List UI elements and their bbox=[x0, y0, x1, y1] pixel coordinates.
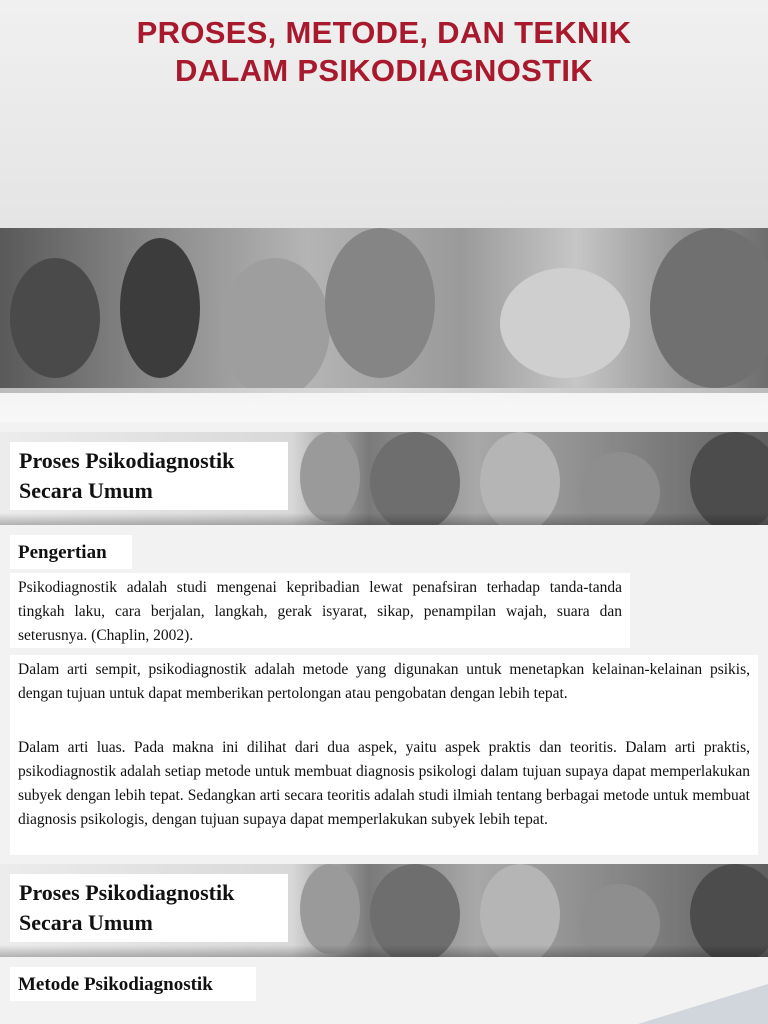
section-title-line-1: Proses Psikodiagnostik bbox=[19, 448, 235, 473]
photo-figure-woman bbox=[10, 258, 100, 378]
title-slide bbox=[0, 0, 768, 422]
family-photo-banner bbox=[0, 228, 768, 390]
corner-decoration bbox=[638, 984, 768, 1024]
section-title-2 bbox=[10, 874, 288, 942]
header-photo-man bbox=[690, 432, 768, 525]
banner-divider bbox=[0, 388, 768, 393]
section-header-band-2 bbox=[0, 864, 768, 957]
header-photo-father bbox=[370, 864, 460, 957]
slide-title-line-1: PROSES, METODE, DAN TEKNIK bbox=[136, 15, 632, 50]
header-photo-man bbox=[690, 864, 768, 957]
subheading-pengertian: Pengertian bbox=[10, 535, 132, 569]
section-title-2-line-1: Proses Psikodiagnostik bbox=[19, 880, 235, 905]
slide-title bbox=[0, 14, 768, 90]
section-title bbox=[10, 442, 288, 510]
section-title-line-2: Secara Umum bbox=[19, 478, 153, 503]
header-photo-child bbox=[300, 864, 360, 954]
header-photo-girl bbox=[480, 432, 560, 525]
photo-figure-girl bbox=[220, 258, 330, 390]
photo-figure-baby bbox=[500, 268, 630, 378]
photo-figure-man bbox=[650, 228, 768, 388]
photo-figure-boy bbox=[325, 228, 435, 378]
section-title-2-line-2: Secara Umum bbox=[19, 910, 153, 935]
header-photo-child bbox=[300, 432, 360, 522]
header-photo-girl bbox=[480, 864, 560, 957]
header-photo-father bbox=[370, 432, 460, 525]
photo-figure-woman-2 bbox=[120, 238, 200, 378]
broad-sense-paragraph: Dalam arti luas. Pada makna ini dilihat dari dua aspek, yaitu aspek praktis dan teoritis. Dalam arti praktis, psikodiagnostik adalah setiap metode untuk membuat diagnosis psikologi dalam tujuan supaya dapat memperlakukan subyek dengan lebih tepat. Sedangkan arti secara teoritis adalah studi ilmiah tentang berbagai metode untuk membuat diagnosis psikologis, dengan tujuan supaya dapat memperlakukan subyek lebih tepat. bbox=[10, 733, 758, 855]
narrow-sense-paragraph: Dalam arti sempit, psikodiagnostik adalah metode yang digunakan untuk menetapkan kelainan-kelainan psikis, dengan tujuan untuk dapat memberikan pertolongan atau pengobatan dengan lebih tepat. bbox=[10, 655, 758, 733]
definition-paragraph: Psikodiagnostik adalah studi mengenai kepribadian lewat penafsiran terhadap tanda-tanda tingkah laku, cara berjalan, langkah, gerak isyarat, sikap, penampilan wajah, suara dan seterusnya. (Chaplin, 2002). bbox=[10, 573, 630, 648]
section-header-band bbox=[0, 432, 768, 525]
slide-title-line-2: DALAM PSIKODIAGNOSTIK bbox=[175, 53, 593, 88]
subheading-metode: Metode Psikodiagnostik bbox=[10, 967, 256, 1001]
